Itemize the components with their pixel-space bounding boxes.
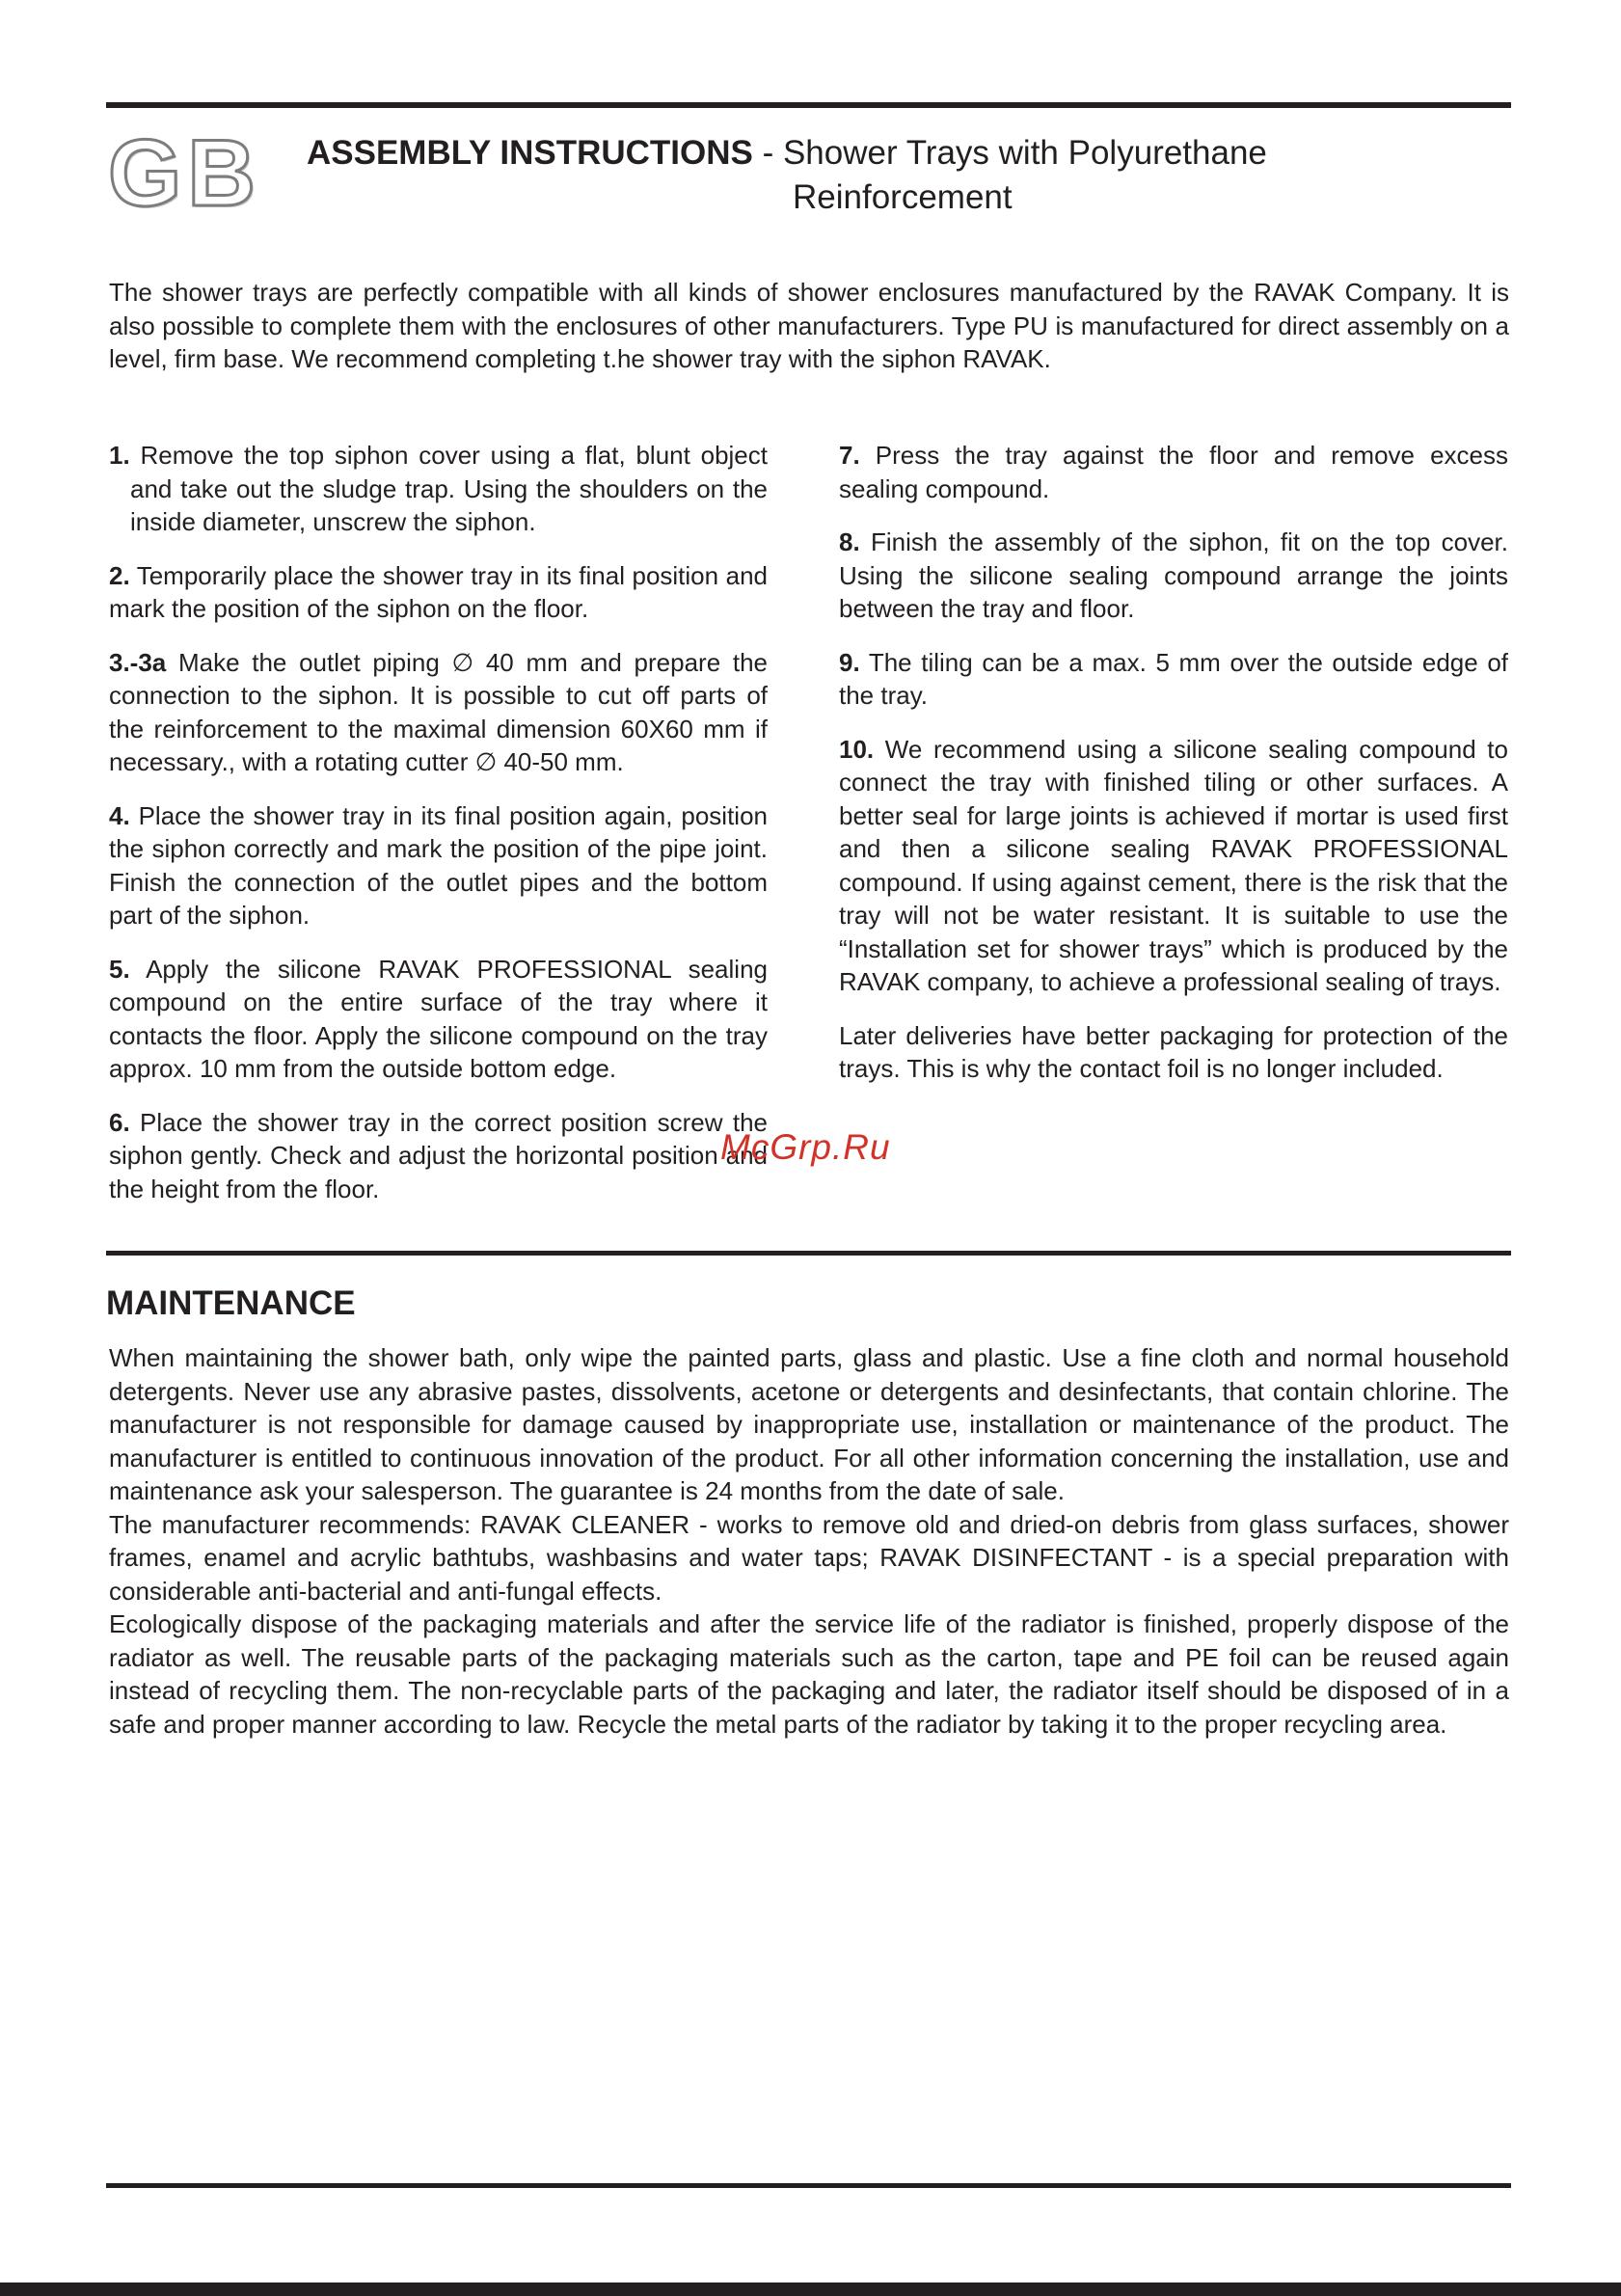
maintenance-paragraph-2: The manufacturer recommends: RAVAK CLEANER - works to remove old and dried-on debris from glass surfaces, shower frames, enamel and acrylic bathtubs, washbasins and water taps; RAVAK DISINFECTANT - is a special preparation with considerable anti-bacterial and anti-fungal effects. [109,1509,1509,1606]
step-number: 8. [839,527,860,556]
step-2 [109,559,768,626]
maintenance-paragraph-1: When maintaining the shower bath, only wipe the painted parts, glass and plastic. Use a fine cloth and normal household detergents. Never use any abrasive pastes, dissolvents, acetone or detergents and desinfectants, that contain chlorine. The manufacturer is not responsible for damage caused by inappropriate use, installation or maintenance of the product. The manufacturer is entitled to continuous innovation of the product. For all other information concerning the installation, use and maintenance ask your salesperson. The guarantee is 24 months from the date of sale. [109,1343,1509,1505]
step-4 [109,799,768,932]
step-5 [109,953,768,1086]
maintenance-heading: MAINTENANCE [106,1284,356,1322]
step-7 [839,439,1508,505]
step-text: Place the shower tray in the correct position screw the siphon gently. Check and adjust the horizontal position and the height from the floor. [109,1107,768,1203]
bottom-rule [106,2183,1511,2188]
step-1 [109,439,768,539]
step-text: Remove the top siphon cover using a flat, blunt object and take out the sludge trap. Using the shoulders on the inside diameter, unscrew the siphon. [129,441,768,536]
step-number: 10. [839,734,875,764]
step-8 [839,526,1508,626]
later-deliveries-note: Later deliveries have better packaging for protection of the trays. This is why the contact foil is no longer included. [839,1020,1508,1083]
gb-language-logo: GB [108,120,261,226]
step-number: 4. [109,800,130,830]
top-rule [106,102,1511,108]
step-text: Make the outlet piping ∅ 40 mm and prepare the connection to the siphon. It is possible to cut off parts of the reinforcement to the maximal dimension 60X60 mm if necessary., with a rotating cutter ∅ 40-50 mm. [109,647,768,776]
step-text: Press the tray against the floor and remove excess sealing compound. [839,441,1508,503]
step-9 [839,646,1508,713]
watermark: McGrp.Ru [720,1127,891,1167]
step-text: Apply the silicone RAVAK PROFESSIONAL sealing compound on the entire surface of the tray where it contacts the floor. Apply the silicone compound on the tray approx. 10 mm from the outside bottom edge. [109,954,768,1083]
title-subtitle: - Shower Trays with Polyurethane [752,134,1267,172]
step-text: Finish the assembly of the siphon, fit on the top cover. Using the silicone sealing compound arrange the joints between the tray and floor. [839,527,1508,623]
section-divider [106,1251,1511,1256]
step-10 [839,733,1508,999]
step-number: 3.-3a [109,647,167,677]
step-number: 1. [109,441,130,470]
step-text: Temporarily place the shower tray in its final position and mark the position of the siphon on the floor. [109,560,768,623]
step-number: 2. [109,560,130,590]
intro-paragraph: The shower trays are perfectly compatible with all kinds of shower enclosures manufactured by the RAVAK Company. It is also possible to complete them with the enclosures of other manufacturers. Type PU is manufactured for direct assembly on a level, firm base. We recommend completing t.he shower tray with the siphon RAVAK. [109,278,1509,373]
step-number: 6. [109,1107,130,1137]
step-number: 7. [839,441,860,470]
title-subtitle-line-2: Reinforcement [793,178,1013,216]
maintenance-body [109,1341,1509,1741]
step-6 [109,1106,768,1206]
steps-left-column [109,439,768,1226]
title-line-1 [307,131,1329,176]
step-3 [109,646,768,779]
page-bottom-bar [0,2282,1621,2296]
steps-right-column [839,439,1508,1086]
step-number: 9. [839,647,860,677]
step-number: 5. [109,954,130,984]
step-text: The tiling can be a max. 5 mm over the outside edge of the tray. [839,647,1508,710]
title-bold: ASSEMBLY INSTRUCTIONS [307,134,753,172]
step-text: We recommend using a silicone sealing compound to connect the tray with finished tiling or other surfaces. A better seal for large joints is achieved if mortar is used first and then a silicone sealing RAVAK PROFESSIONAL compound. If using against cement, there is the risk that the tray will not be water resistant. It is suitable to use the “Installation set for shower trays” which is produced by the RAVAK company, to achieve a professional sealing of trays. [839,734,1508,996]
step-text: Place the shower tray in its final position again, position the siphon correctly and mark the position of the pipe joint. Finish the connection of the outlet pipes and the bottom part of the siphon. [109,800,768,930]
page-title [307,131,1329,220]
maintenance-paragraph-3: Ecologically dispose of the packaging materials and after the service life of the radiator is finished, properly dispose of the radiator as well. The reusable parts of the packaging materials such as the carton, tape and PE foil can be reused again instead of recycling them. The non-recyclable parts of the packaging and later, the radiator itself should be disposed of in a safe and proper manner according to law. Recycle the metal parts of the radiator by taking it to the proper recycling area. [109,1609,1509,1739]
